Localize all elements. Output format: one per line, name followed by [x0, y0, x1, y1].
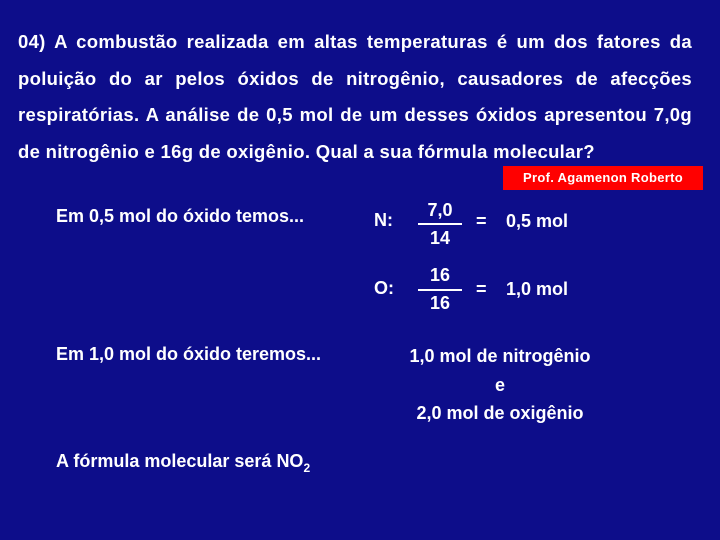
oxygen-symbol: O:	[374, 278, 394, 298]
nitrogen-equals: =	[476, 211, 487, 231]
nitrogen-result: 0,5 mol	[506, 211, 569, 231]
conclusion-text: A fórmula molecular será	[56, 451, 272, 471]
step2-result-line2: e	[494, 375, 505, 395]
nitrogen-denominator: 14	[429, 228, 451, 248]
oxygen-denominator: 16	[429, 293, 451, 313]
oxygen-equals: =	[476, 279, 487, 299]
nitrogen-symbol: N:	[374, 210, 393, 230]
formula	[276, 451, 311, 475]
nitrogen-fraction-bar	[418, 223, 462, 225]
conclusion	[56, 451, 310, 475]
step2-label: Em 1,0 mol do óxido teremos...	[56, 344, 322, 364]
nitrogen-numerator: 7,0	[427, 200, 453, 220]
step2-result-line3: 2,0 mol de oxigênio	[416, 403, 584, 423]
formula-subscript: 2	[303, 461, 311, 475]
step1-label: Em 0,5 mol do óxido temos...	[56, 206, 305, 226]
step2-result-line1: 1,0 mol de nitrogênio	[409, 346, 591, 366]
oxygen-result: 1,0 mol	[506, 279, 569, 299]
oxygen-fraction-bar	[418, 289, 462, 291]
author-credit: Prof. Agamenon Roberto	[503, 166, 703, 190]
oxygen-numerator: 16	[429, 265, 451, 285]
question-text: 04) A combustão realizada em altas temperaturas é um dos fatores da poluição do ar pelos óxidos de nitrogênio, causadores de afecções respiratórias. A análise de 0,5 mol de um desses óxidos apresentou 7,0g de nitrogênio e 16g de oxigênio. Qual a sua fórmula molecular?	[18, 31, 692, 162]
formula-main: NO	[276, 451, 304, 471]
